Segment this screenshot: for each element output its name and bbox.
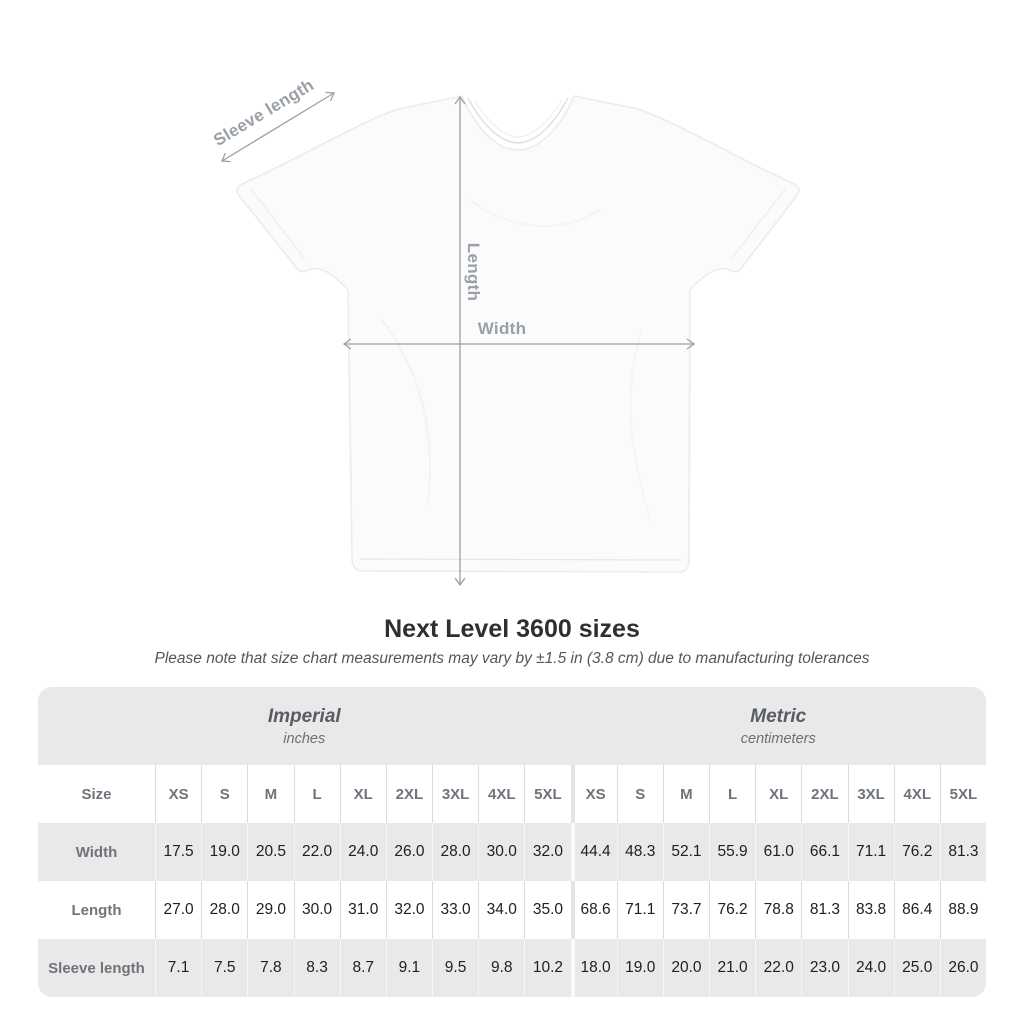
value-cell: 86.4 [894,881,940,939]
imperial-subtitle: inches [283,730,326,747]
value-cell: 44.4 [571,823,617,881]
value-cell: 83.8 [848,881,894,939]
size-col-header: L [709,765,755,823]
value-cell: 23.0 [801,939,847,997]
table-row [38,939,986,997]
size-col-header: 4XL [478,765,524,823]
value-cell: 7.1 [155,939,201,997]
unit-band [38,687,986,765]
size-table-rows [38,765,986,997]
value-cell: 81.3 [801,881,847,939]
value-cell: 73.7 [663,881,709,939]
value-cell: 19.0 [201,823,247,881]
value-cell: 55.9 [709,823,755,881]
value-cell: 71.1 [848,823,894,881]
size-col-header: 3XL [432,765,478,823]
value-cell: 8.3 [294,939,340,997]
value-cell: 32.0 [524,823,570,881]
value-cell: 21.0 [709,939,755,997]
size-col-header: S [617,765,663,823]
value-cell: 9.5 [432,939,478,997]
value-cell: 22.0 [294,823,340,881]
sleeve-length-label: Sleeve length [210,75,318,150]
value-cell: 35.0 [524,881,570,939]
tolerance-note: Please note that size chart measurements may vary by ±1.5 in (3.8 cm) due to manufacturing tolerances [154,650,870,667]
value-cell: 33.0 [432,881,478,939]
imperial-header [38,687,571,765]
size-col-header: XS [571,765,617,823]
size-col-header: 3XL [848,765,894,823]
row-label: Width [75,843,118,861]
size-col-header: XL [340,765,386,823]
value-cell: 7.5 [201,939,247,997]
value-cell: 19.0 [617,939,663,997]
value-cell: 48.3 [617,823,663,881]
value-cell: 76.2 [894,823,940,881]
size-col-header: L [294,765,340,823]
size-col-header: M [247,765,293,823]
size-col-header: 5XL [524,765,570,823]
size-table [38,687,986,997]
table-row [38,881,986,939]
value-cell: 66.1 [801,823,847,881]
metric-subtitle: centimeters [740,730,816,747]
row-label: Sleeve length [48,959,145,977]
value-cell: 88.9 [940,881,986,939]
size-col-header: 2XL [386,765,432,823]
value-cell: 8.7 [340,939,386,997]
value-cell: 17.5 [155,823,201,881]
value-cell: 31.0 [340,881,386,939]
value-cell: 22.0 [755,939,801,997]
value-cell: 26.0 [940,939,986,997]
value-cell: 81.3 [940,823,986,881]
metric-title: Metric [750,705,807,727]
width-label: Width [477,319,527,338]
size-header-cell: Size [81,785,112,803]
value-cell: 76.2 [709,881,755,939]
value-cell: 32.0 [386,881,432,939]
row-label: Length [71,901,122,919]
value-cell: 25.0 [894,939,940,997]
table-row [38,823,986,881]
value-cell: 20.5 [247,823,293,881]
value-cell: 9.8 [478,939,524,997]
value-cell: 27.0 [155,881,201,939]
value-cell: 71.1 [617,881,663,939]
value-cell: 34.0 [478,881,524,939]
size-col-header: 5XL [940,765,986,823]
value-cell: 28.0 [201,881,247,939]
value-cell: 20.0 [663,939,709,997]
value-cell: 18.0 [571,939,617,997]
length-label: Length [464,242,483,302]
size-col-header: XL [755,765,801,823]
value-cell: 61.0 [755,823,801,881]
page-title: Next Level 3600 sizes [384,615,640,643]
value-cell: 26.0 [386,823,432,881]
value-cell: 78.8 [755,881,801,939]
value-cell: 24.0 [848,939,894,997]
size-col-header: S [201,765,247,823]
size-col-header: 2XL [801,765,847,823]
value-cell: 68.6 [571,881,617,939]
value-cell: 24.0 [340,823,386,881]
value-cell: 52.1 [663,823,709,881]
value-cell: 28.0 [432,823,478,881]
value-cell: 30.0 [478,823,524,881]
size-col-header: M [663,765,709,823]
imperial-title: Imperial [267,705,341,727]
value-cell: 30.0 [294,881,340,939]
table-row [38,765,986,823]
value-cell: 29.0 [247,881,293,939]
size-col-header: XS [155,765,201,823]
value-cell: 7.8 [247,939,293,997]
metric-header [571,687,987,765]
size-col-header: 4XL [894,765,940,823]
value-cell: 10.2 [524,939,570,997]
value-cell: 9.1 [386,939,432,997]
